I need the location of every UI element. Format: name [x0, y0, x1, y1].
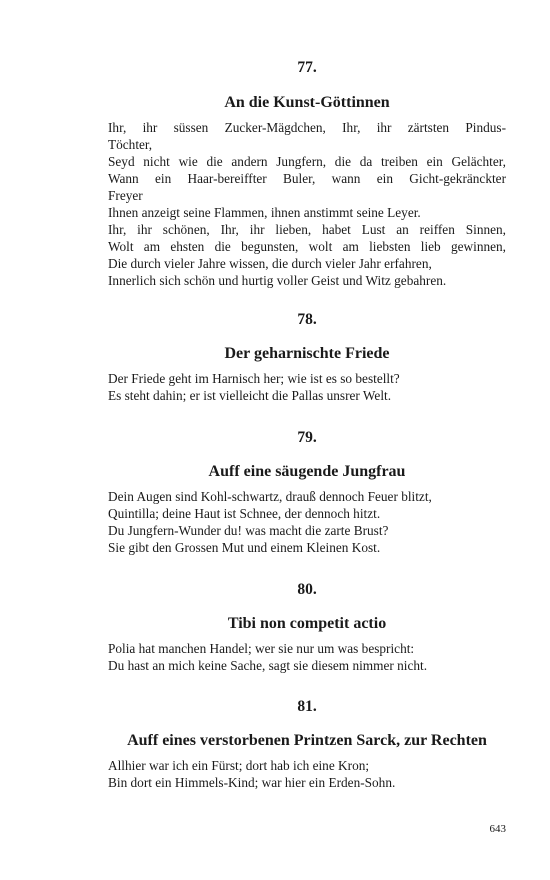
poem-line: Innerlich sich schön und hurtig voller Geist und Witz gebahren.	[108, 273, 447, 288]
poem-line: Polia hat manchen Handel; wer sie nur um was bespricht:	[108, 641, 415, 656]
poem-number: 77.	[297, 59, 317, 76]
poem-number: 80.	[297, 581, 317, 598]
poem-line: Wann ein Haar-bereiffter Buler, wann ein Gicht-gekränckter	[108, 171, 506, 186]
poem-line: Töchter,	[108, 137, 153, 152]
poem-line: Seyd nicht wie die andern Jungfern, die da treiben ein Gelächter,	[108, 154, 506, 169]
poem-title: Tibi non competit actio	[227, 615, 387, 632]
poem-line: Wolt am ehsten die begunsten, wolt am liebsten lieb gewinnen,	[108, 239, 506, 254]
poem-line: Sie gibt den Grossen Mut und einem Kleinen Kost.	[108, 540, 381, 555]
poem-body	[108, 119, 506, 289]
poem-body	[108, 488, 506, 556]
page-number: 643	[489, 823, 506, 835]
poem-line: Quintilla; deine Haut ist Schnee, der dennoch hitzt.	[108, 506, 381, 521]
poem-line: Ihr, ihr süssen Zucker-Mägdchen, Ihr, ihr zärtsten Pindus-	[108, 120, 506, 135]
poem-line: Du Jungfern-Wunder du! was macht die zarte Brust?	[108, 523, 389, 538]
poem-line: Die durch vieler Jahre wissen, die durch vieler Jahr erfahren,	[108, 256, 432, 271]
poem-line: Freyer	[108, 188, 143, 203]
poem-line: Dein Augen sind Kohl-schwartz, drauß dennoch Feuer blitzt,	[108, 489, 432, 504]
poem-line: Du hast an mich keine Sache, sagt sie diesem nimmer nicht.	[108, 658, 428, 673]
poem-title: Auff eines verstorbenen Printzen Sarck, zur Rechten	[127, 732, 487, 749]
poem-line: Ihnen anzeigt seine Flammen, ihnen anstimmt seine Leyer.	[108, 205, 421, 220]
poem-title: An die Kunst-Göttinnen	[224, 94, 390, 111]
poem-title: Auff eine säugende Jungfrau	[208, 463, 406, 480]
poem-title: Der geharnischte Friede	[224, 345, 390, 362]
poem-number: 81.	[297, 698, 317, 715]
poem-line: Bin dort ein Himmels-Kind; war hier ein Erden-Sohn.	[108, 775, 396, 790]
poem-body	[108, 370, 506, 404]
poem-line: Ihr, ihr schönen, Ihr, ihr lieben, habet Lust an reiffen Sinnen,	[108, 222, 506, 237]
poem-line: Es steht dahin; er ist vielleicht die Pallas unsrer Welt.	[108, 388, 392, 403]
poem-number: 79.	[297, 429, 317, 446]
poem-number: 78.	[297, 311, 317, 328]
poem-line: Der Friede geht im Harnisch her; wie ist es so bestellt?	[108, 371, 400, 386]
poem-body	[108, 640, 506, 674]
poem-line: Allhier war ich ein Fürst; dort hab ich eine Kron;	[108, 758, 370, 773]
poem-body	[108, 757, 506, 791]
